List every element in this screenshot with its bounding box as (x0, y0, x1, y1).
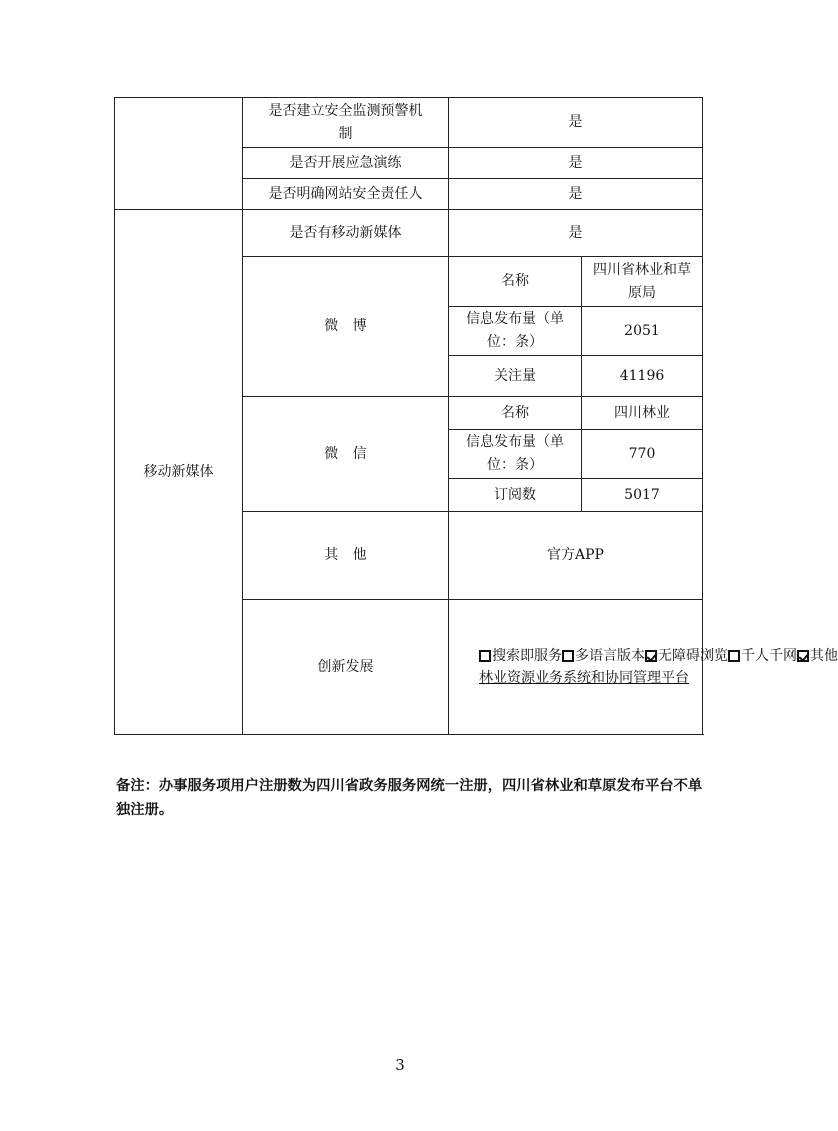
table-row (115, 98, 703, 148)
checkbox-icon[interactable] (728, 650, 740, 662)
wechat-name-value: 四川林业 (582, 397, 703, 430)
page-number: 3 (395, 1056, 405, 1074)
question-cell: 是否开展应急演练 (243, 148, 449, 179)
wechat-posts-value: 770 (582, 430, 703, 479)
wechat-label: 微 信 (243, 397, 449, 512)
answer-cell: 是 (449, 148, 703, 179)
weibo-followers-label: 关注量 (449, 356, 582, 397)
innovation-options (479, 645, 838, 667)
answer-cell: 是 (449, 210, 703, 257)
weibo-posts-value: 2051 (582, 307, 703, 356)
wechat-subscribers-value: 5017 (582, 479, 703, 512)
option-personalized[interactable]: 千人千网 (728, 648, 797, 664)
option-other[interactable]: 其他 (797, 648, 838, 664)
footnote: 备注：办事服务项用户注册数为四川省政务服务网统一注册，四川省林业和草原发布平台不单独注册。 (116, 778, 703, 818)
wechat-subscribers-label: 订阅数 (449, 479, 582, 512)
wechat-posts-label: 信息发布量（单位：条） (449, 430, 582, 479)
table-row (115, 210, 703, 257)
security-section-cell (115, 98, 243, 210)
answer-cell: 是 (449, 179, 703, 210)
question-cell: 是否明确网站安全责任人 (243, 179, 449, 210)
weibo-name-label: 名称 (449, 257, 582, 307)
question-cell: 是否建立安全监测预警机制 (243, 98, 449, 148)
option-accessibility[interactable]: 无障碍浏览 (645, 648, 728, 664)
statistics-table (114, 97, 838, 735)
weibo-followers-value: 41196 (582, 356, 703, 397)
other-detail-text: 林业资源业务系统和协同管理平台 (479, 670, 689, 686)
question-cell: 是否有移动新媒体 (243, 210, 449, 257)
weibo-label: 微 博 (243, 257, 449, 397)
checkbox-icon[interactable] (562, 650, 574, 662)
option-search-as-service[interactable]: 搜索即服务 (479, 648, 562, 664)
innovation-section-label: 创新发展 (243, 600, 449, 735)
other-media-value: 官方APP (449, 512, 703, 600)
option-multilingual[interactable]: 多语言版本 (562, 648, 645, 664)
checkbox-checked-icon[interactable] (797, 650, 809, 662)
answer-cell: 是 (449, 98, 703, 148)
wechat-name-label: 名称 (449, 397, 582, 430)
weibo-name-value: 四川省林业和草原局 (582, 257, 703, 307)
innovation-options-cell (449, 600, 838, 735)
media-section-label: 移动新媒体 (115, 210, 243, 735)
weibo-posts-label: 信息发布量（单位：条） (449, 307, 582, 356)
checkbox-icon[interactable] (479, 650, 491, 662)
other-media-label: 其 他 (243, 512, 449, 600)
checkbox-checked-icon[interactable] (645, 650, 657, 662)
